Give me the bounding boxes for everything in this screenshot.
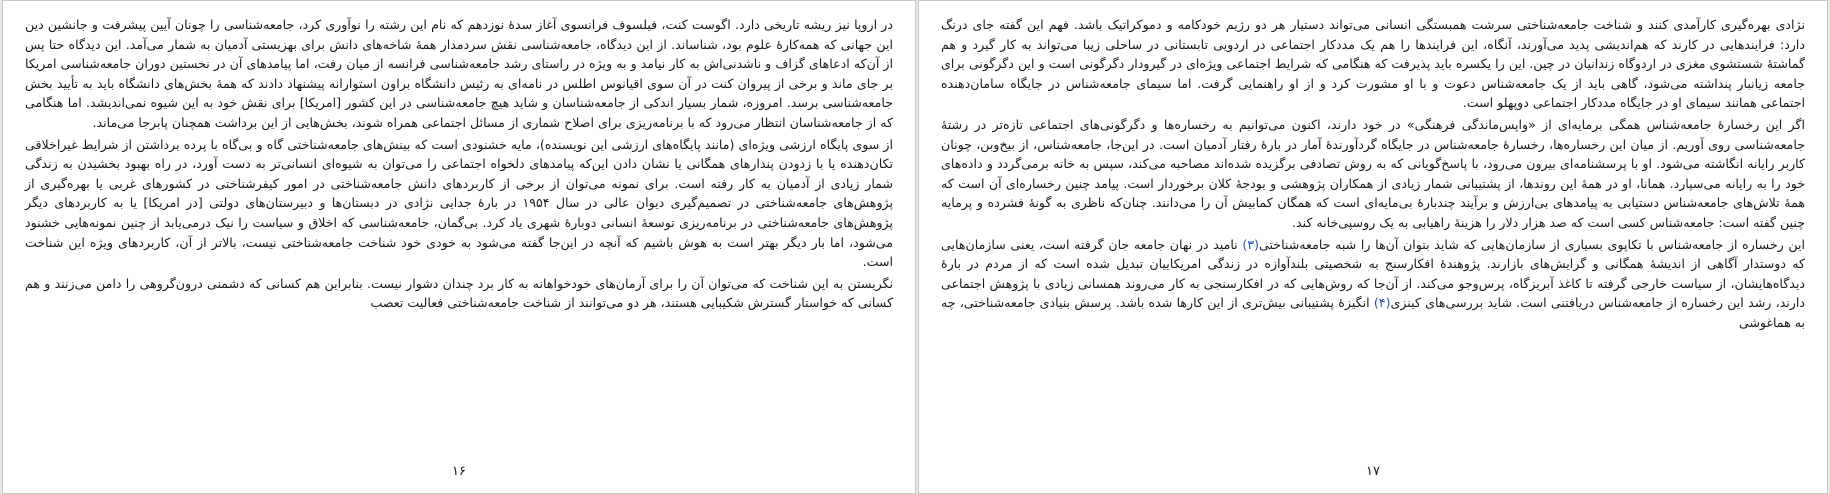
page-number: ۱۶ [452, 464, 466, 479]
paragraph-text: نامید در نهان جامعه جان گرفته است، یعنی سازمان‌هایی که دوستدار آگاهی از اندیشهٔ همگانی و گرایش‌های بازارند. پژوهندهٔ افکارسنج به شخصیتی بلندآوازه در زندگی امریکاییان تبدیل شده است که از مردم در بارهٔ دیدگاه‌هایشان، از سیاست خارجی گرفته تا کاغذ آبریزگاه، پرس‌وجو می‌کند. از آن‌جا که روش‌هایی که در افکارسنجی به کار می‌روند همسانی زیادی با پژوهش اجتماعی دارند، رشد این رخساره از جامعه‌شناس دریافتنی است. شاید بررسی‌های کینزی [941, 236, 1805, 311]
footnote-reference-4[interactable]: (۴) [1373, 295, 1391, 311]
page-17-text [941, 15, 1805, 335]
paragraph: در اروپا نیز ریشه تاریخی دارد. اگوست کنت، فیلسوف فرانسوی آغاز سدهٔ نوزدهم که نام این رشته را نوآوری کرد، جامعه‌شناسی را چونان آیین پیشرفت و جانشین دین این جهانی که همه‌کارهٔ علوم بود، شناساند. از این دیدگاه، جامعه‌شناسی نقش سردمدار همهٔ شاخه‌های دانش برای بهزیستی آدمیان به شمار می‌آمد. این دیدگاه حتا پس از آن‌که ادعاهای گزاف و ناشدنی‌اش به کار نیامد و به ویژه در راستای رشد جامعه‌شناسی فرانسه از میان رفت، اما پیامدهای آن در نخستین دوران جامعه‌شناسی امریکا بر جای ماند و برخی از پیروان کنت در آن سوی اقیانوس اطلس در نامه‌ای به رئیس دانشگاه براون استوارانه پیشنهاد دادند که همهٔ بخش‌های دانشگاه باید به تأیید بخش جامعه‌شناسی برسد. امروزه، شمار بسیار اندکی از جامعه‌شناسان و شاید هیچ جامعه‌شناسی در این کشور [امریکا] برای نقش خود به این شیوه نمی‌اندیشد. اما هنگامی که از جامعه‌شناسان انتظار می‌رود که با برنامه‌ریزی برای اصلاح شماری از مسائل اجتماعی همراه شوند، بخش‌هایی از این برداشت همچنان پابرجا می‌ماند. [25, 17, 893, 130]
paragraph: نژادی بهره‌گیری کارآمدی کنند و شناخت جامعه‌شناختی سرشت همبستگی انسانی می‌تواند دستیار هر دو رژیم خودکامه و دموکراتیک باشد. فهم این گفته جای درنگ دارد: فرایندهایی در کارند که هم‌اندیشی پدید می‌آورند، آنگاه، این فرایندها را هم یک مددکار اجتماعی در اردویی تابستانی در ساحلی زیبا می‌تواند به کار گیرد و هم گماشتهٔ شستشوی مغزی در اردوگاه زندانیان در چین. این را یکسره باید پذیرفت که هنگامی که شرایط اجتماعی ویژه‌ای در گیرودار دگرگونی است و این دگرگونی برای جامعه زیانبار پنداشته می‌شود، گاهی باید از یک جامعه‌شناس دعوت و با او مشورت کرد و از او راهنمایی گرفت. اما سیمای جامعه‌شناس در جایگاه سامان‌دهنده اجتماعی همانند سیمای او در جایگاه مددکار اجتماعی دوپهلو است. [941, 17, 1805, 111]
paragraph: اگر این رخسارهٔ جامعه‌شناس همگی برمایه‌ای از «واپس‌ماندگی فرهنگی» در خود دارند، اکنون می‌توانیم به رخساره‌ها و دگرگونی‌های اجتماعی تازه‌تر در رشتهٔ جامعه‌شناسی روی آوریم. از میان این رخساره‌ها، رخسارهٔ جامعه‌شناس در جایگاه گردآورندهٔ آمار در بارهٔ رفتار آدمیان است. در این‌جا، جامعه‌شناس، از بیخ‌وبن، چونان کاربر رایانه انگاشته می‌شود. او با پرسشنامه‌ای بیرون می‌رود، با پاسخ‌گویانی که به روش تصادفی برگزیده شده‌اند مصاحبه می‌کند، سپس به خانه برمی‌گردد و داده‌های خود را به رایانه می‌سپارد. همانا، او در همهٔ این روندها، از پشتیبانی شمار زیادی از همکاران پژوهشی و بودجهٔ کلان برخوردار است. پیامد چنین رخساره‌ای آن است که همهٔ تلاش‌های جامعه‌شناس دستیابی به پیامدهای بی‌ارزش و برآیند چندبارهٔ بی‌مایه‌ای است که همگان کمابیش آن را می‌دانند. چنان‌که ناظری به گونهٔ فشرده و پرمایه چنین گفته است: جامعه‌شناس کسی است که صد هزار دلار را هزینهٔ راهیابی به یک روسپی‌خانه کند. [941, 116, 1805, 230]
page-16-text [25, 15, 893, 315]
paragraph: از سوی پایگاه ارزشی ویژه‌ای (مانند پایگاه‌های ارزشی این نویسنده)، مایه خشنودی است که بینش‌های جامعه‌شناختی گاه و بی‌گاه با پرده برداشتن از شرایط غیراخلاقی تکان‌دهنده یا با زدودن پندارهای همگانی یا نشان دادن این‌که پیامدهای دلخواه اجتماعی را می‌توان به شیوه‌ای انسانی‌تر به دست آورد، در راه بهبود بخشیدن به زندگی شمار زیادی از آدمیان به کار رفته است. برای نمونه می‌توان از برخی از کاربردهای دانش جامعه‌شناختی در امور کیفرشناختی در کشورهای غربی یا بهره‌گیری از پژوهش‌های جامعه‌شناختی در تصمیم‌گیری دیوان عالی در سال ۱۹۵۴ در بارهٔ جدایی نژادی در دبستان‌ها و دبیرستان‌های دولتی [در امریکا] یا به کاربردهای دیگر پژوهش‌های جامعه‌شناختی در برنامه‌ریزی توسعهٔ انسانی دوبارهٔ شهری یاد کرد. بی‌گمان، جامعه‌شناسی که اخلاق و سیاست را نیک درمی‌یابد از چنین نمونه‌هایی خشنود می‌شود، اما بار دیگر بهتر است به هوش باشیم که آنچه در این‌جا گفته می‌شود به خودی خود شناخت جامعه‌شناختی نیست، بالاتر از آن، کاربردهای ویژه این شناخت است. [25, 136, 893, 270]
page-17 [918, 0, 1828, 494]
page-number: ۱۷ [1366, 464, 1380, 479]
paragraph-text: این رخساره از جامعه‌شناس با تکاپوی بسیاری از سازمان‌هایی که شاید بتوان آن‌ها را شبه جامعه‌شناختی [1258, 236, 1805, 252]
footnote-reference-3[interactable]: (۳) [1242, 236, 1259, 252]
page-16 [2, 0, 916, 494]
paragraph-text: انگیزهٔ پشتیبانی بیش‌تری از این کارها شده باشد. پرسش بنیادی جامعه‌شناختی، چه به هماغوشی [941, 295, 1805, 330]
paragraph: نگریستن به این شناخت که می‌توان آن را برای آرمان‌های خودخواهانه به کار برد چندان دشوار نیست. بنابراین هم کسانی که دشمنی درون‌گروهی را دامن می‌زنند و هم کسانی که خواستار گسترش شکیبایی هستند، هر دو می‌توانند از شناخت جامعه‌شناختی فعالیت تعصب [25, 275, 893, 311]
paragraph [941, 235, 1805, 333]
